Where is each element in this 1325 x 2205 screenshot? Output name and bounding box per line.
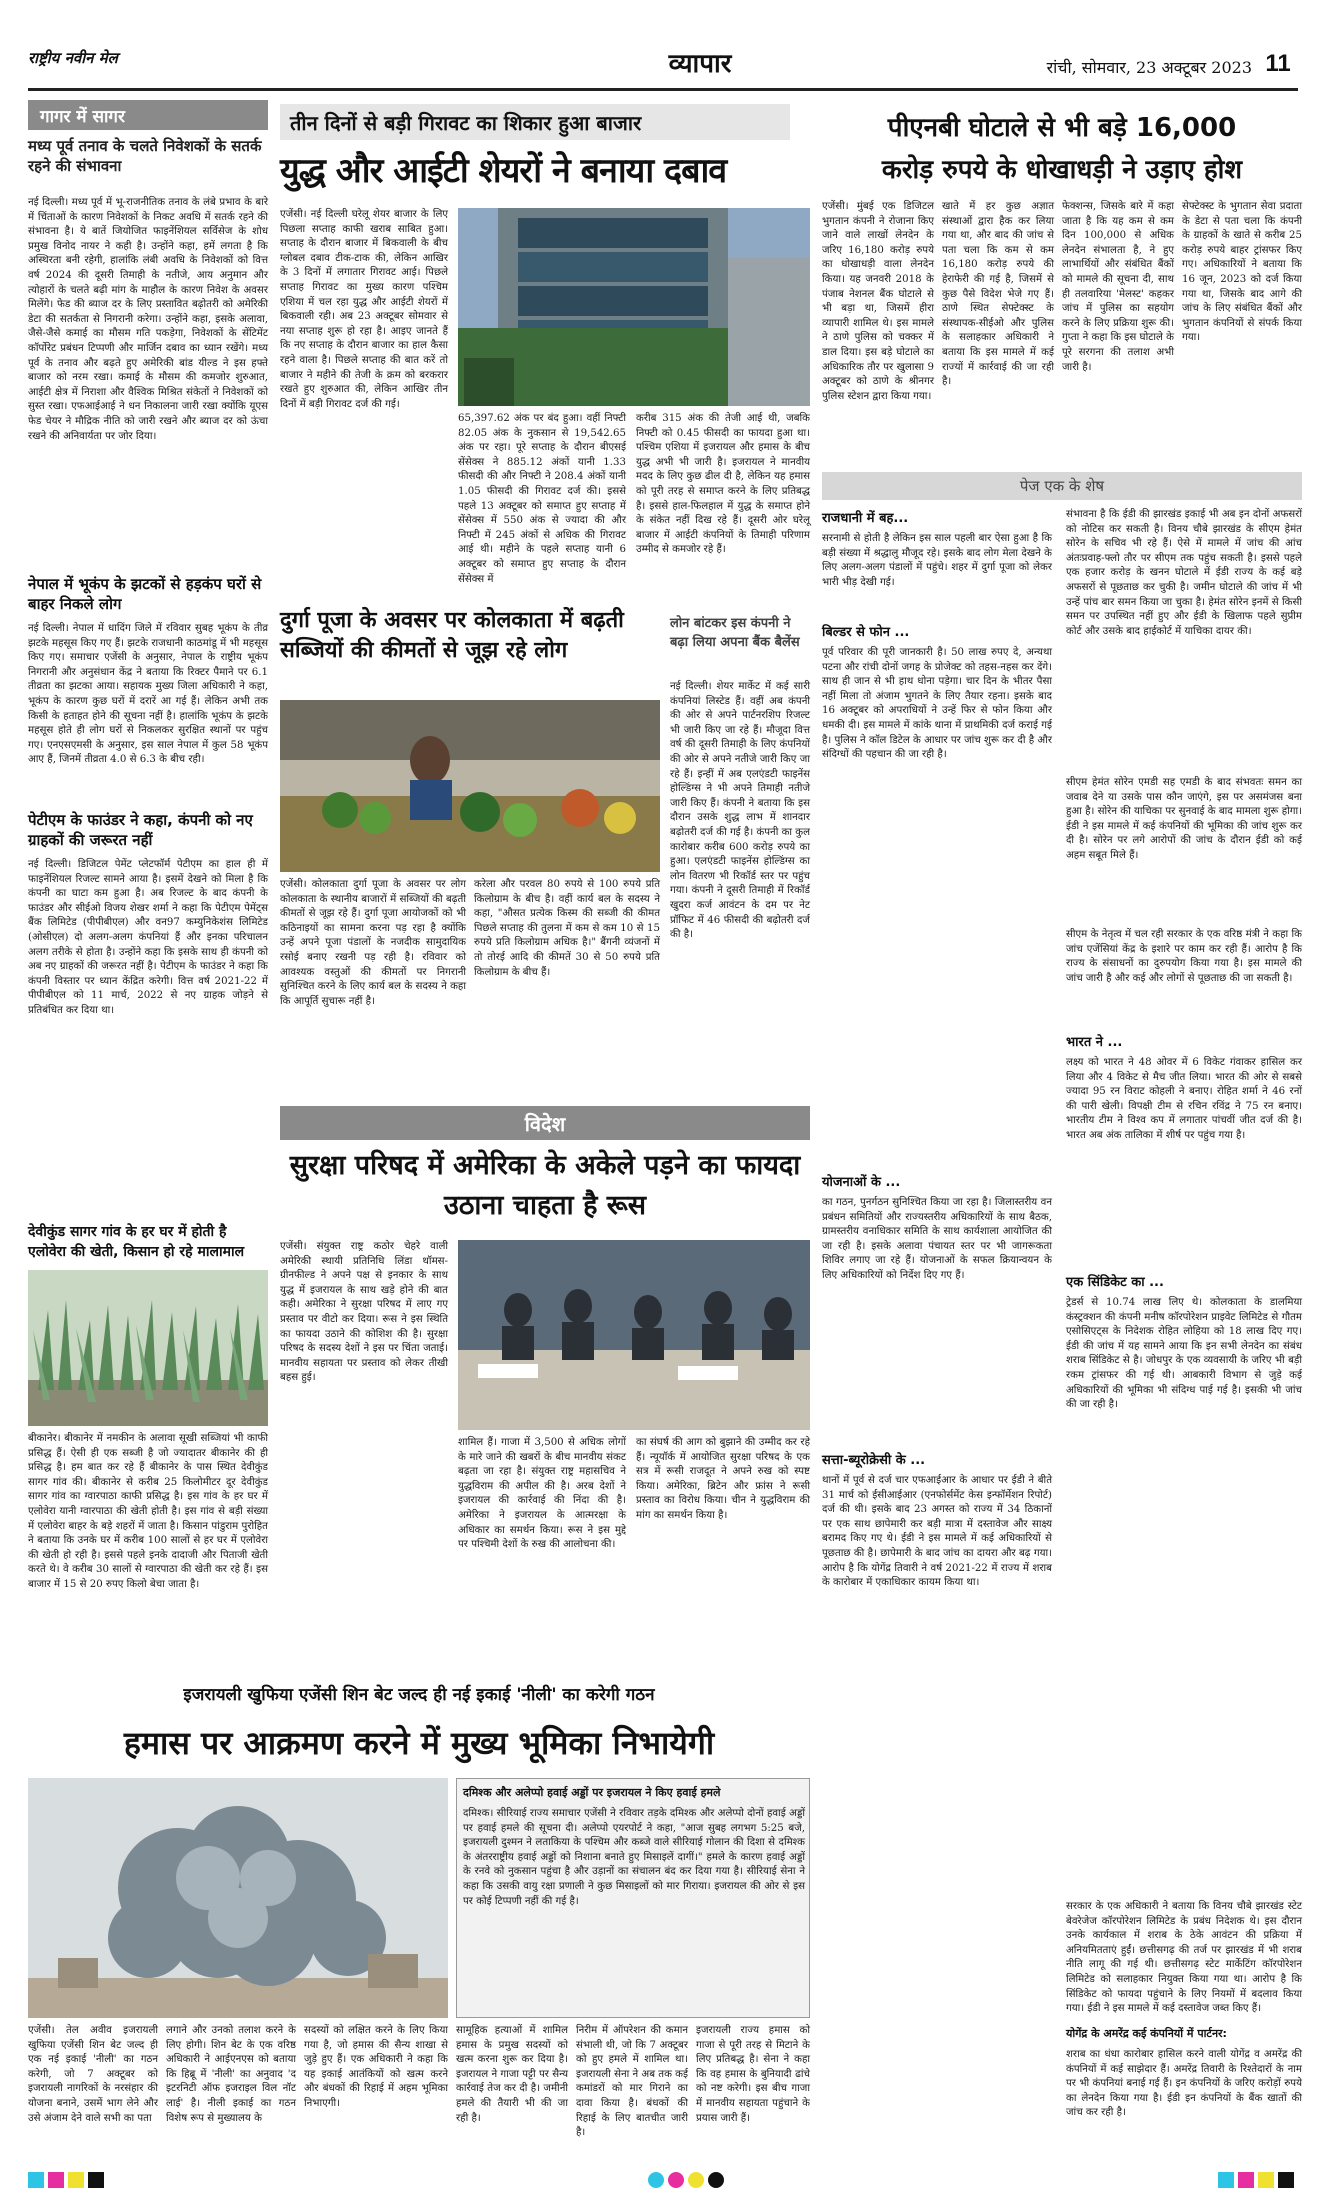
pnb-col-3: फेक्शन्स, जिसके बारे में कहा जाता है कि यह कम से कम दिन 100,000 से अधिक लेनदेन संभालता है, ने हुए लाभार्थियों और संबंधित बैंकों को मामले की सूचना दी, साथ ही तलवारिया 'मेलस्ट' कहकर जांच में पुलिस का सहयोग करने के लिए प्रक्रिया शुरू की। गुप्ता ने कहा कि इस घोटाले के पूरे सरगना की तलाश अभी जारी है। <box>1062 201 1174 373</box>
continued-label: पेज एक के शेष <box>822 472 1302 500</box>
israel-box <box>456 1778 810 2018</box>
market-headline: युद्ध और आईटी शेयरों ने बनाया दबाव <box>280 151 727 191</box>
left-s4-headline: देवीकुंड सागर गांव के हर घर में होती है एलोवेरा की खेती, किसान हो रहे मालामाल <box>28 1224 245 1260</box>
market-col-3: करीब 315 अंक की तेजी आई थी, जबकि निफ्टी को 0.45 फीसदी का फायदा हुआ था। पश्चिम एशिया में इजरायल और हमास के बीच युद्ध अभी भी जारी है। इजरायल ने मानवीय मदद के लिए कुछ ढील दी है, लेकिन यह हमास को पूरी तरह से समाप्त करने के लिए प्रतिबद्ध है। इससे हाल-फिलहाल में युद्ध के समाप्त होने के संकेत नहीं दिख रहे हैं। दूसरी ओर घरेलू बाजार में आईटी कंपनियों के तिमाही परिणाम उम्मीद से कमजोर रहे हैं। <box>636 413 810 556</box>
left-s1-body: नई दिल्ली। मध्य पूर्व में भू-राजनीतिक तनाव के लंबे प्रभाव के बारे में चिंताओं के कारण निवेशकों के निकट अवधि में सतर्क रहने की संभावना है। ये बातें जियोजित फाइनेंशियल सर्विसेज के शोध प्रमुख विनोद नायर ने कही है। उन्होंने कहा, हमें लगता है कि अस्थिरता बनी रहेगी, हालांकि लंबी अवधि के निवेशकों को वित्त वर्ष 2024 की दूसरी तिमाही के नतीजे, आय अनुमान और त्योहारों के चलते बढ़ी मांग के माहौल के कारण निवेश के अवसर मिलेंगे। फेड की ब्याज दर के लिए प्रस्तावित बढ़ोतरी को अमेरिकी डेटा की सतर्कता से निगरानी करेगा। उन्होंने कहा, इसके अलावा, जैसे-जैसे कमाई का मौसम गति पकड़ेगा, निवेशकों के सेंटिमेंट कॉर्पोरेट प्रबंधन टिप्पणी और मार्जिन दबाव का ध्यान रखेंगे। मध्य पूर्व के तनाव और बढ़ते हुए अमेरिकी बांड यील्ड ने इस हफ्ते बाजार को नरम रखा। कमाई के मौसम की कमजोर शुरुआत, आईटी क्षेत्र में निराशा और वैश्विक मिश्रित संकेतों ने निवेशकों को सुस्त रखा। एफआईआई ने धन निकालना जारी रखा क्योंकि यूएस फेड चेयर ने मौद्रिक नीति को जारी रखने और ब्याज दर को ऊंचा रखने की अनिवार्यता पर जोर दिया। <box>28 197 268 442</box>
videsh-col-3: का संघर्ष की आग को बुझाने की उम्मीद कर रहे हैं। न्यूयॉर्क में आयोजित सुरक्षा परिषद के एक सत्र में रूसी राजदूत ने अपने रुख को स्पष्ट किया। अमेरिका, ब्रिटेन और फ्रांस ने रूसी प्रस्ताव का विरोध किया। चीन ने युद्धविराम की मांग का समर्थन किया है। <box>636 1437 810 1521</box>
israel-col-3: सदस्यों को लक्षित करने के लिए किया गया है, जो हमास की सैन्य शाखा से जुड़े हुए हैं। एक अधिकारी ने कहा कि यह इकाई आतंकियों को खत्म करने और बंधकों की रिहाई में अहम भूमिका निभाएगी। <box>304 2025 448 2109</box>
syndicate-head: एक सिंडिकेट का ... <box>1066 1275 1164 1290</box>
continued-col-b-3: सीएम के नेतृत्व में चल रही सरकार के एक वरिष्ठ मंत्री ने कहा कि जांच एजेंसियां केंद्र के इशारे पर काम कर रही हैं। आरोप है कि राज्य के संसाधनों का दुरुपयोग किया गया है। इस मामले की जांच जारी है और कई और लोगों से पूछताछ की जा सकती है। <box>1066 929 1302 984</box>
aloevera-photo <box>28 1270 268 1426</box>
rajdhani-head: राजधानी में बह... <box>822 511 909 526</box>
israel-col-1: एजेंसी। तेल अवीव इजरायली खुफिया एजेंसी शिन बेट जल्द ही एक नई इकाई 'नीली' का गठन करेगी, जो 7 अक्टूबर को इजरायली नागरिकों के नरसंहार की योजना बनाने, उसमें भाग लेने और उसे अंजाम देने वाले सभी का पता <box>28 2025 158 2124</box>
bottom-right-body: सरकार के एक अधिकारी ने बताया कि विनय चौबे झारखंड स्टेट बेवरेजेज कॉरपोरेशन लिमिटेड के प्रबंध निदेशक थे। इस दौरान उनके कार्यकाल में शराब के ठेके आवंटन की प्रक्रिया में अनियमितताएं हुईं। छत्तीसगढ़ की तर्ज पर झारखंड में भी शराब नीति लागू की गई थी। छत्तीसगढ़ स्टेट मार्केटिंग कॉरपोरेशन लिमिटेड को सलाहकार नियुक्त किया गया था। आरोप है कि सिंडिकेट को फायदा पहुंचाने के लिए नियमों में बदलाव किया गया। ईडी ने इस मामले में कई दस्तावेज जब्त किए हैं। <box>1066 1901 1302 2015</box>
pnb-col-2: खाते में हर कुछ अज्ञात संस्थाओं द्वारा हैक कर लिया गया था, और बाद की जांच से पता चला कि कम से कम 16,180 करोड़ रुपये की हेराफेरी की गई है, जिसमें से कुछ पैसे विदेश भेजे गए हैं। ठाणे स्थित सेफ्टेक्स्ट के संस्थापक-सीईओ और पुलिस के सलाहकार अधिकारी ने बताया कि इस मामले में कई राज्यों में कार्रवाई की जा रही है। <box>942 201 1054 388</box>
left-s1-headline: मध्य पूर्व तनाव के चलते निवेशकों के सतर्क रहने की संभावना <box>28 137 262 175</box>
bharat-head: भारत ने ... <box>1066 1035 1123 1050</box>
bottom-right-tail: शराब का धंधा कारोबार हासिल करने वाली योगेंद्र व अमरेंद्र की कंपनियों में कई साझेदार हैं। अमरेंद्र तिवारी के रिश्तेदारों के नाम पर भी कंपनियां बनाई गई हैं। इन कंपनियों के जरिए करोड़ों रुपये का लेनदेन किया गया है। ईडी इन कंपनियों के बैंक खातों की जांच कर रही है। <box>1066 2049 1302 2119</box>
yojna-head: योजनाओं के ... <box>822 1175 901 1190</box>
security-council-photo <box>458 1240 810 1430</box>
section-label-gagar: गागर में सागर <box>28 100 268 130</box>
vegetable-market-photo <box>280 700 660 872</box>
syndicate-body: ट्रेडर्स से 10.74 लाख लिए थे। कोलकाता के डालमिया कंस्ट्रक्शन की कंपनी मनीष कॉरपोरेशन प्राइवेट लिमिटेड से गौतम एसोसिएट्स के निदेशक रोहित लोहिया को 18 लाख दिए गए। ईडी की जांच में यह सामने आया कि इन सभी लेनदेन का संबंध शराब सिंडिकेट से है। जोधपुर के एक व्यवसायी के जरिए भी बड़ी रकम ट्रांसफर की गई थी। आबकारी विभाग से जुड़े कई अधिकारियों की भूमिका भी संदिग्ध पाई गई है। इसकी भी जांच की जा रही है। <box>1066 1297 1302 1411</box>
section-title: व्यापार <box>668 49 732 79</box>
builder-head: बिल्डर से फोन ... <box>822 625 910 640</box>
bottom-right-subhead: योगेंद्र के अमरेंद्र कई कंपनियों में पार्टनर: <box>1066 2027 1227 2040</box>
israel-col-4: सामूहिक हत्याओं में शामिल हमास के प्रमुख सदस्यों को खत्म करना शुरू कर दिया है। इजरायल ने गाजा पट्टी पर सैन्य कार्रवाई तेज कर दी है। जमीनी हमले की तैयारी भी की जा रही है। <box>456 2025 568 2124</box>
brand-logo: राष्ट्रीय नवीन मेल <box>28 49 118 67</box>
israel-col-6: इजरायली राज्य हमास को गाजा से पूरी तरह से मिटाने के लिए प्रतिबद्ध है। सेना ने कहा कि वह हमास के बुनियादी ढांचे को नष्ट करेगी। इस बीच गाजा में मानवीय सहायता पहुंचाने के प्रयास जारी हैं। <box>696 2025 810 2124</box>
israel-box-headline: दमिश्क और अलेप्पो हवाई अड्डों पर इजरायल ने किए हवाई हमले <box>463 1786 721 1799</box>
stock-exchange-photo <box>458 208 810 406</box>
veg-col-2: करेला और परवल 80 रुपये से 100 रुपये प्रति किलोग्राम के बीच है। वहीं कार्य बल के सदस्य ने कहा, "औसत प्रत्येक किस्म की सब्जी की कीमत पिछले सप्ताह की तुलना में कम से कम 10 से 15 रुपये प्रति किलोग्राम अधिक है।" बैंगनी व्यंजनों में तो तोरई आदि की कीमतें 30 से 50 रुपये प्रति किलोग्राम के बीच हैं। <box>474 879 660 978</box>
videsh-headline: सुरक्षा परिषद में अमेरिका के अकेले पड़ने का फायदा उठाना चाहता है रूस <box>289 1150 801 1221</box>
satta-body: थानों में पूर्व से दर्ज चार एफआईआर के आधार पर ईडी ने बीते 31 मार्च को ईसीआईआर (एनफोर्समेंट केस इन्फॉर्मेशन रिपोर्ट) दर्ज की थी। इसके बाद 23 अगस्त को राज्य में 34 ठिकानों पर एक साथ छापेमारी कर बड़ी मात्रा में दस्तावेज और साक्ष्य बरामद किए गए थे। ईडी ने इस मामले में कई अधिकारियों से पूछताछ की है। छापेमारी के बाद जांच का दायरा और बढ़ गया। आरोप है कि योगेंद्र तिवारी ने वर्ष 2021-22 में राज्य में शराब के कारोबार में एकाधिकार कायम किया था। <box>822 1475 1052 1589</box>
color-registration-strip <box>28 2172 1298 2188</box>
satta-head: सत्ता-ब्यूरोक्रेसी के ... <box>822 1453 926 1468</box>
left-s3-headline: पेटीएम के फाउंडर ने कहा, कंपनी को नए ग्राहकों की जरूरत नहीं <box>28 811 253 849</box>
builder-body: पूर्व परिवार की पूरी जानकारी है। 50 लाख रुपए दे, अन्यथा पटना और रांची दोनों जगह के प्रोजेक्ट को तहस-नहस कर देंगे। साथ ही जान से भी हाथ धोना पड़ेगा। चार दिन के भीतर पैसा नहीं मिला तो अंजाम भुगतने के लिए तैयार रहना। इसके बाद 16 अक्टूबर को अपराधियों ने उन्हें फिर से फोन किया और धमकी दी। इस मामले में कांके थाना में प्राथमिकी दर्ज कराई गई है। पुलिस ने कॉल डिटेल के आधार पर जांच शुरू कर दी है और संदिग्धों की पहचान की जा रही है। <box>822 647 1052 761</box>
pnb-col-1: एजेंसी। मुंबई एक डिजिटल भुगतान कंपनी ने रोजाना किए जाने वाले लाखों लेनदेन के जरिए 16,180 करोड़ रुपये का धोखाधड़ी वाला लेनदेन किया। यह जनवरी 2018 के पंजाब नेशनल बैंक घोटाले से भी बड़ा था, जिसमें हीरा व्यापारी शामिल थे। इस मामले ने ठाणे पुलिस को चक्कर में डाल दिया। इस बड़े घोटाले का अधिकारिक तौर पर खुलासा 9 अक्टूबर को ठाणे के श्रीनगर पुलिस स्टेशन द्वारा किया गया। <box>822 201 934 402</box>
left-s3-body: नई दिल्ली। डिजिटल पेमेंट प्लेटफॉर्म पेटीएम का हाल ही में फाइनेंशियल रिजल्ट सामने आया है। इसमें देखने को मिला है कि कंपनी का घाटा कम हुआ है। अब रिजल्ट के बाद कंपनी के फाउंडर और सीईओ विजय शेखर शर्मा ने कहा कि पेटीएम पेमेंट्स बैंक लिमिटेड (पीपीबीएल) और वन97 कम्युनिकेशंस लिमिटेड (ओसीएल) दो अलग-अलग कंपनियां हैं और इनका परिचालन अलग तरीके से होता है। उन्होंने कहा कि इसके साथ ही कंपनी को अब नए ग्राहकों की जरूरत नहीं है। पेटीएम के फाउंडर ने कहा कि कंपनी विस्तार पर ध्यान केंद्रित करेगी। वित्त वर्ष 2021-22 में पीपीबीएल को 11 मार्च, 2022 से नए ग्राहक जोड़ने से प्रतिबंधित कर दिया था। <box>28 859 268 1016</box>
videsh-col-2: शामिल हैं। गाजा में 3,500 से अधिक लोगों के मारे जाने की खबरों के बीच मानवीय संकट बढ़ता जा रहा है। संयुक्त राष्ट्र महासचिव ने युद्धविराम की अपील की है। अरब देशों ने इजरायल की कार्रवाई की निंदा की है। अमेरिका ने इजरायल के आत्मरक्षा के अधिकार का समर्थन किया। रूस ने इस मुद्दे पर पश्चिमी देशों के रुख की आलोचना की। <box>458 1437 626 1551</box>
dateline: रांची, सोमवार, 23 अक्टूबर 2023 <box>1046 58 1252 77</box>
pnb-headline-1: पीएनबी घोटाले से भी बड़े 16,000 <box>887 113 1237 143</box>
pnb-col-4: सेफ्टेक्स्ट के भुगतान सेवा प्रदाता के डेटा से पता चला कि कंपनी के ग्राहकों के खाते से करीब 25 करोड़ रुपये बाहर ट्रांसफर किए गए। अधिकारियों ने बताया कि 16 जून, 2023 को दर्ज किया गया था, जिसके बाद आगे की जांच के लिए संबंधित बैंकों और भुगतान कंपनियों से संपर्क किया गया। <box>1182 201 1302 344</box>
israel-col-5: निरीम में ऑपरेशन की कमान संभाली थी, जो कि 7 अक्टूबर को हुए हमले में शामिल था। इजरायली सेना ने अब तक कई कमांडरों को मार गिराने का दावा किया है। बंधकों की रिहाई के लिए बातचीत जारी है। <box>576 2025 688 2139</box>
israel-box-body: दमिश्क। सीरियाई राज्य समाचार एजेंसी ने रविवार तड़के दमिश्क और अलेप्पो दोनों हवाई अड्डों पर हवाई हमले की सूचना दी। अलेप्पो एयरपोर्ट ने कहा, "आज सुबह लगभग 5:25 बजे, इजरायली दुश्मन ने लताकिया के पश्चिम और कब्जे वाले सीरियाई गोलान की दिशा से दमिश्क के अंतरराष्ट्रीय हवाई अड्डों को निशाना बनाते हुए मिसाइलें दागीं।" हमले के कारण हवाई अड्डों के रनवे को नुकसान पहुंचा है और उड़ानों का संचालन बंद कर दिया गया है। सीरियाई सेना ने कहा कि उसकी वायु रक्षा प्रणाली ने कुछ मिसाइलों को मार गिराया। इजरायल की ओर से इस पर कोई टिप्पणी नहीं की गई है। <box>463 1808 805 1907</box>
left-s4-body: बीकानेर। बीकानेर में नमकीन के अलावा सूखी सब्जियां भी काफी प्रसिद्ध हैं। ऐसी ही एक सब्जी है जो ज्यादातर बीकानेर की ही प्रसिद्ध है। हम बात कर रहे हैं बीकानेर के पास स्थित देवीकुंड सागर गांव की। बीकानेर से करीब 25 किलोमीटर दूर देवीकुंड सागर गांव का ग्वारपाठा काफी प्रसिद्ध है। इस गांव के हर घर में एलोवेरा यानी ग्वारपाठा की खेती होती है। इस गांव से बड़ी संख्या में एलोवेरा बाहर के बड़े शहरों में जाता है। किसान पांडुराम पुरोहित ने बताया कि उनके घर में करीब 100 सालों से हर घर में एलोवेरा की खेती हो रही है। इससे पहले इनके दादाजी और पिताजी खेती करते थे। वे करीब 30 सालों से ग्वारपाठा की खेती कर रहे हैं। इस बाजार में 15 से 20 रुपए किलो बेचा जाता है। <box>28 1433 268 1590</box>
loan-headline: लोन बांटकर इस कंपनी ने बढ़ा लिया अपना बैंक बैलेंस <box>670 616 800 650</box>
videsh-col-1: एजेंसी। संयुक्त राष्ट्र कठोर चेहरे वाली अमेरिकी स्थायी प्रतिनिधि लिंडा थॉमस-ग्रीनफील्ड ने अपने पक्ष से इनकार के साथ युद्ध में इजरायल के साथ खड़े होने की बात कही। अमेरिका ने सुरक्षा परिषद में लाए गए प्रस्ताव पर वीटो कर दिया। रूस ने इस स्थिति का फायदा उठाने की कोशिश की है। सुरक्षा परिषद के सदस्य देशों ने इस पर चिंता जताई। मानवीय सहायता पर प्रस्ताव को लेकर तीखी बहस हुई। <box>280 1241 448 1384</box>
rajdhani-body: सरनामी से होती है लेकिन इस साल पहली बार ऐसा हुआ है कि बड़ी संख्या में श्रद्धालु मौजूद रहे। इसके बाद लोग मेला देखने के लिए अलग-अलग पंडालों में पहुंचे। शहर में दुर्गा पूजा को लेकर भारी भीड़ देखी गई। <box>822 533 1052 588</box>
videsh-label: विदेश <box>280 1106 810 1140</box>
israel-headline: हमास पर आक्रमण करने में मुख्य भूमिका निभायेगी <box>123 1724 715 1762</box>
veg-headline: दुर्गा पूजा के अवसर पर कोलकाता में बढ़ती सब्जियों की कीमतों से जूझ रहे लोग <box>280 608 624 663</box>
left-s2-headline: नेपाल में भूकंप के झटकों से हड़कंप घरों से बाहर निकले लोग <box>28 575 262 613</box>
explosion-photo <box>28 1778 448 2018</box>
masthead <box>0 0 1325 100</box>
yojna-body: का गठन, पुनर्गठन सुनिश्चित किया जा रहा है। जिलास्तरीय वन प्रबंधन समितियों और राज्यस्तरीय अधिकारियों के साथ बैठक, ग्रामस्तरीय वनाधिकार समिति के साथ कार्यशाला आयोजित की जा रही है। इसके अलावा पंचायत स्तर पर भी जागरूकता शिविर लगाए जा रहे हैं। योजनाओं के सफल क्रियान्वयन के लिए अधिकारियों को निर्देश दिए गए हैं। <box>822 1197 1052 1281</box>
continued-col-b-1: संभावना है कि ईडी की झारखंड इकाई भी अब इन दोनों अफसरों को नोटिस कर सकती है। विनय चौबे झारखंड के सीएम हेमंत सोरेन के सचिव भी रहे हैं। ऐसे में मामले में जांच की आंच अंतःप्रवाह-फ्लो तौर पर सीएम तक पहुंच सकती है। इससे पहले एक हजार करोड़ के खनन घोटाले में ईडी राज्य के कई बड़े अफसरों से पूछताछ कर चुकी है। जमीन घोटाले की जांच में भी उन्हें पांच बार समन किया जा चुका है। हेमंत सोरेन इनमें से किसी समन पर उपस्थित नहीं हुए और ईडी के खिलाफ पहले सुप्रीम कोर्ट और उसके बाद हाईकोर्ट में याचिका दायर की। <box>1066 509 1302 637</box>
continued-col-b-2: सीएम हेमंत सोरेन एमडी सह एमडी के बाद संभवतः समन का जवाब देने या उसके पास कौन जाएंगे, इस पर असमंजस बना हुआ है। सोरेन की याचिका पर सुनवाई के बाद मामला शुरू होगा। ईडी ने इस मामले में कई कंपनियों की भूमिका की जांच शुरू कर दी है। सोरेन पर लगे आरोपों की जांच के दौरान ईडी को कई अहम सबूत मिले हैं। <box>1066 777 1302 861</box>
israel-col-2: लगाने और उनको तलाश करने के लिए होगी। शिन बेट के एक वरिष्ठ अधिकारी ने आईएनएस को बताया कि हिब्रू में 'नीली' का अनुवाद 'द इटरनिटी ऑफ इजराइल विल नॉट लाई' है। नीली इकाई का गठन विशेष रूप से मुख्यालय के <box>166 2025 296 2124</box>
page-number: 11 <box>1265 50 1291 77</box>
market-col-1: एजेंसी। नई दिल्ली घरेलू शेयर बाजार के लिए पिछला सप्ताह काफी खराब साबित हुआ। सप्ताह के दौरान बाजार में बिकवाली के बीच ग्लोबल दबाव टीक-टाक की, लेकिन आखिर के 3 दिनों में लगातार गिरावट आई। पिछले सप्ताह गिरावट का मुख्य कारण पश्चिम एशिया में चल रहा युद्ध और आईटी शेयरों में बिकवाली रही। अब 23 अक्टूबर सोमवार से नया सप्ताह शुरू हो रहा है। आइए जानते हैं कि नए सप्ताह के दौरान बाजार का हाल कैसा रहने वाला है। पिछले सप्ताह की बात करें तो बाजार ने महीने की तेजी के क्रम को बरकरार रखते हुए शुरुआत की, लेकिन आखिर तीन दिनों में बड़ी गिरावट दर्ज की गई। <box>280 209 448 410</box>
israel-kicker: इजरायली खुफिया एजेंसी शिन बेट जल्द ही नई इकाई 'नीली' का करेगी गठन <box>183 1685 655 1705</box>
loan-body: नई दिल्ली। शेयर मार्केट में कई सारी कंपनियां लिस्टेड हैं। वहीं अब कंपनी की ओर से अपने पार्टनरशिप रिजल्ट भी जारी किए जा रहे हैं। मौजूदा वित्त वर्ष की दूसरी तिमाही के लिए कंपनियों की ओर से अपने नतीजे जारी किए जा रहे हैं। इन्हीं में अब एलएंडटी फाइनेंस होल्डिंग्स ने भी अपने तिमाही नतीजे जारी किए हैं। कंपनी ने बताया कि इस दौरान उसके शुद्ध लाभ में शानदार बढ़ोतरी दर्ज की गई है। कंपनी का कुल कारोबार करीब 600 करोड़ रुपये का हुआ। एलएंडटी फाइनेंस होल्डिंग्स का लोन वितरण भी रिकॉर्ड स्तर पर पहुंच गया। कंपनी ने दूसरी तिमाही में रिकॉर्ड खुदरा कर्ज आवंटन के दम पर नेट प्रॉफिट में 46 फीसदी की बढ़ोतरी दर्ज की है। <box>670 681 811 941</box>
market-col-2: 65,397.62 अंक पर बंद हुआ। वहीं निफ्टी 82.05 अंक के नुकसान से 19,542.65 अंक पर रहा। पूरे सप्ताह के दौरान बीएसई सेंसेक्स ने 885.12 अंकों यानी 1.33 फीसदी की और निफ्टी ने 208.4 अंकों यानी 1.05 फीसदी की गिरावट दर्ज की। इससे पहले 13 अक्टूबर को समाप्त हुए सप्ताह में सेंसेक्स में 550 अंक से ज्यादा की और निफ्टी में 245 अंकों से अधिक की गिरावट आई थी। महीने के पहले सप्ताह यानी 6 अक्टूबर को समाप्त हुए सप्ताह के दौरान सेंसेक्स में <box>458 413 626 585</box>
bharat-body: लक्ष्य को भारत ने 48 ओवर में 6 विकेट गंवाकर हासिल कर लिया और 4 विकेट से मैच जीत लिया। भारत की ओर से सबसे ज्यादा 95 रन विराट कोहली ने बनाए। रोहित शर्मा ने 46 रनों की पारी खेली। विपक्षी टीम से रचिन रविंद्र ने 75 रन बनाए। भारतीय टीम ने विश्व कप में लगातार पांचवीं जीत दर्ज की है। भारत अब अंक तालिका में शीर्ष पर पहुंच गया है। <box>1066 1057 1302 1141</box>
veg-col-1: एजेंसी। कोलकाता दुर्गा पूजा के अवसर पर लोग कोलकाता के स्थानीय बाजारों में सब्जियों की बढ़ती कीमतों से जूझ रहे हैं। दुर्गा पूजा आयोजकों को भी कठिनाइयों का सामना करना पड़ रहा है क्योंकि उन्हें अपने पूजा पंडालों के नजदीक सामुदायिक रसोई बनाए रखनी पड़ रही है। रविवार को आवश्यक वस्तुओं की कीमतों पर निगरानी सुनिश्चित करने के लिए कार्य बल के सदस्य ने कहा कि आपूर्ति सुचारू नहीं है। <box>280 879 466 1007</box>
left-s2-body: नई दिल्ली। नेपाल में धादिंग जिले में रविवार सुबह भूकंप के तीव्र झटके महसूस किए गए हैं। झटके राजधानी काठमांडू में भी महसूस किए गए। समाचार एजेंसी के अनुसार, नेपाल के राष्ट्रीय भूकंप निगरानी और अनुसंधान केंद्र ने बताया कि रिक्टर पैमाने पर 6.1 तीव्रता का झटका आया। सहायक मुख्य जिला अधिकारी ने कहा, भूकंप के कारण कुछ घरों में दरारें आ गई हैं। लेकिन अभी तक किसी के हताहत होने की सूचना नहीं है। हालांकि भूकंप के झटके महसूस होते ही लोग घरों से निकलकर सुरक्षित स्थानों पर पहुंच गए। एनएसएमसी के अनुसार, इस साल नेपाल में कुल 58 भूकंप आए हैं, जिनमें तीव्रता 4.0 से 6.3 के बीच रही। <box>28 623 268 766</box>
masthead-rule <box>28 88 1298 91</box>
market-banner: तीन दिनों से बड़ी गिरावट का शिकार हुआ बाजार <box>280 104 790 140</box>
pnb-headline-2: करोड़ रुपये के धोखाधड़ी ने उड़ाए होश <box>881 155 1243 185</box>
